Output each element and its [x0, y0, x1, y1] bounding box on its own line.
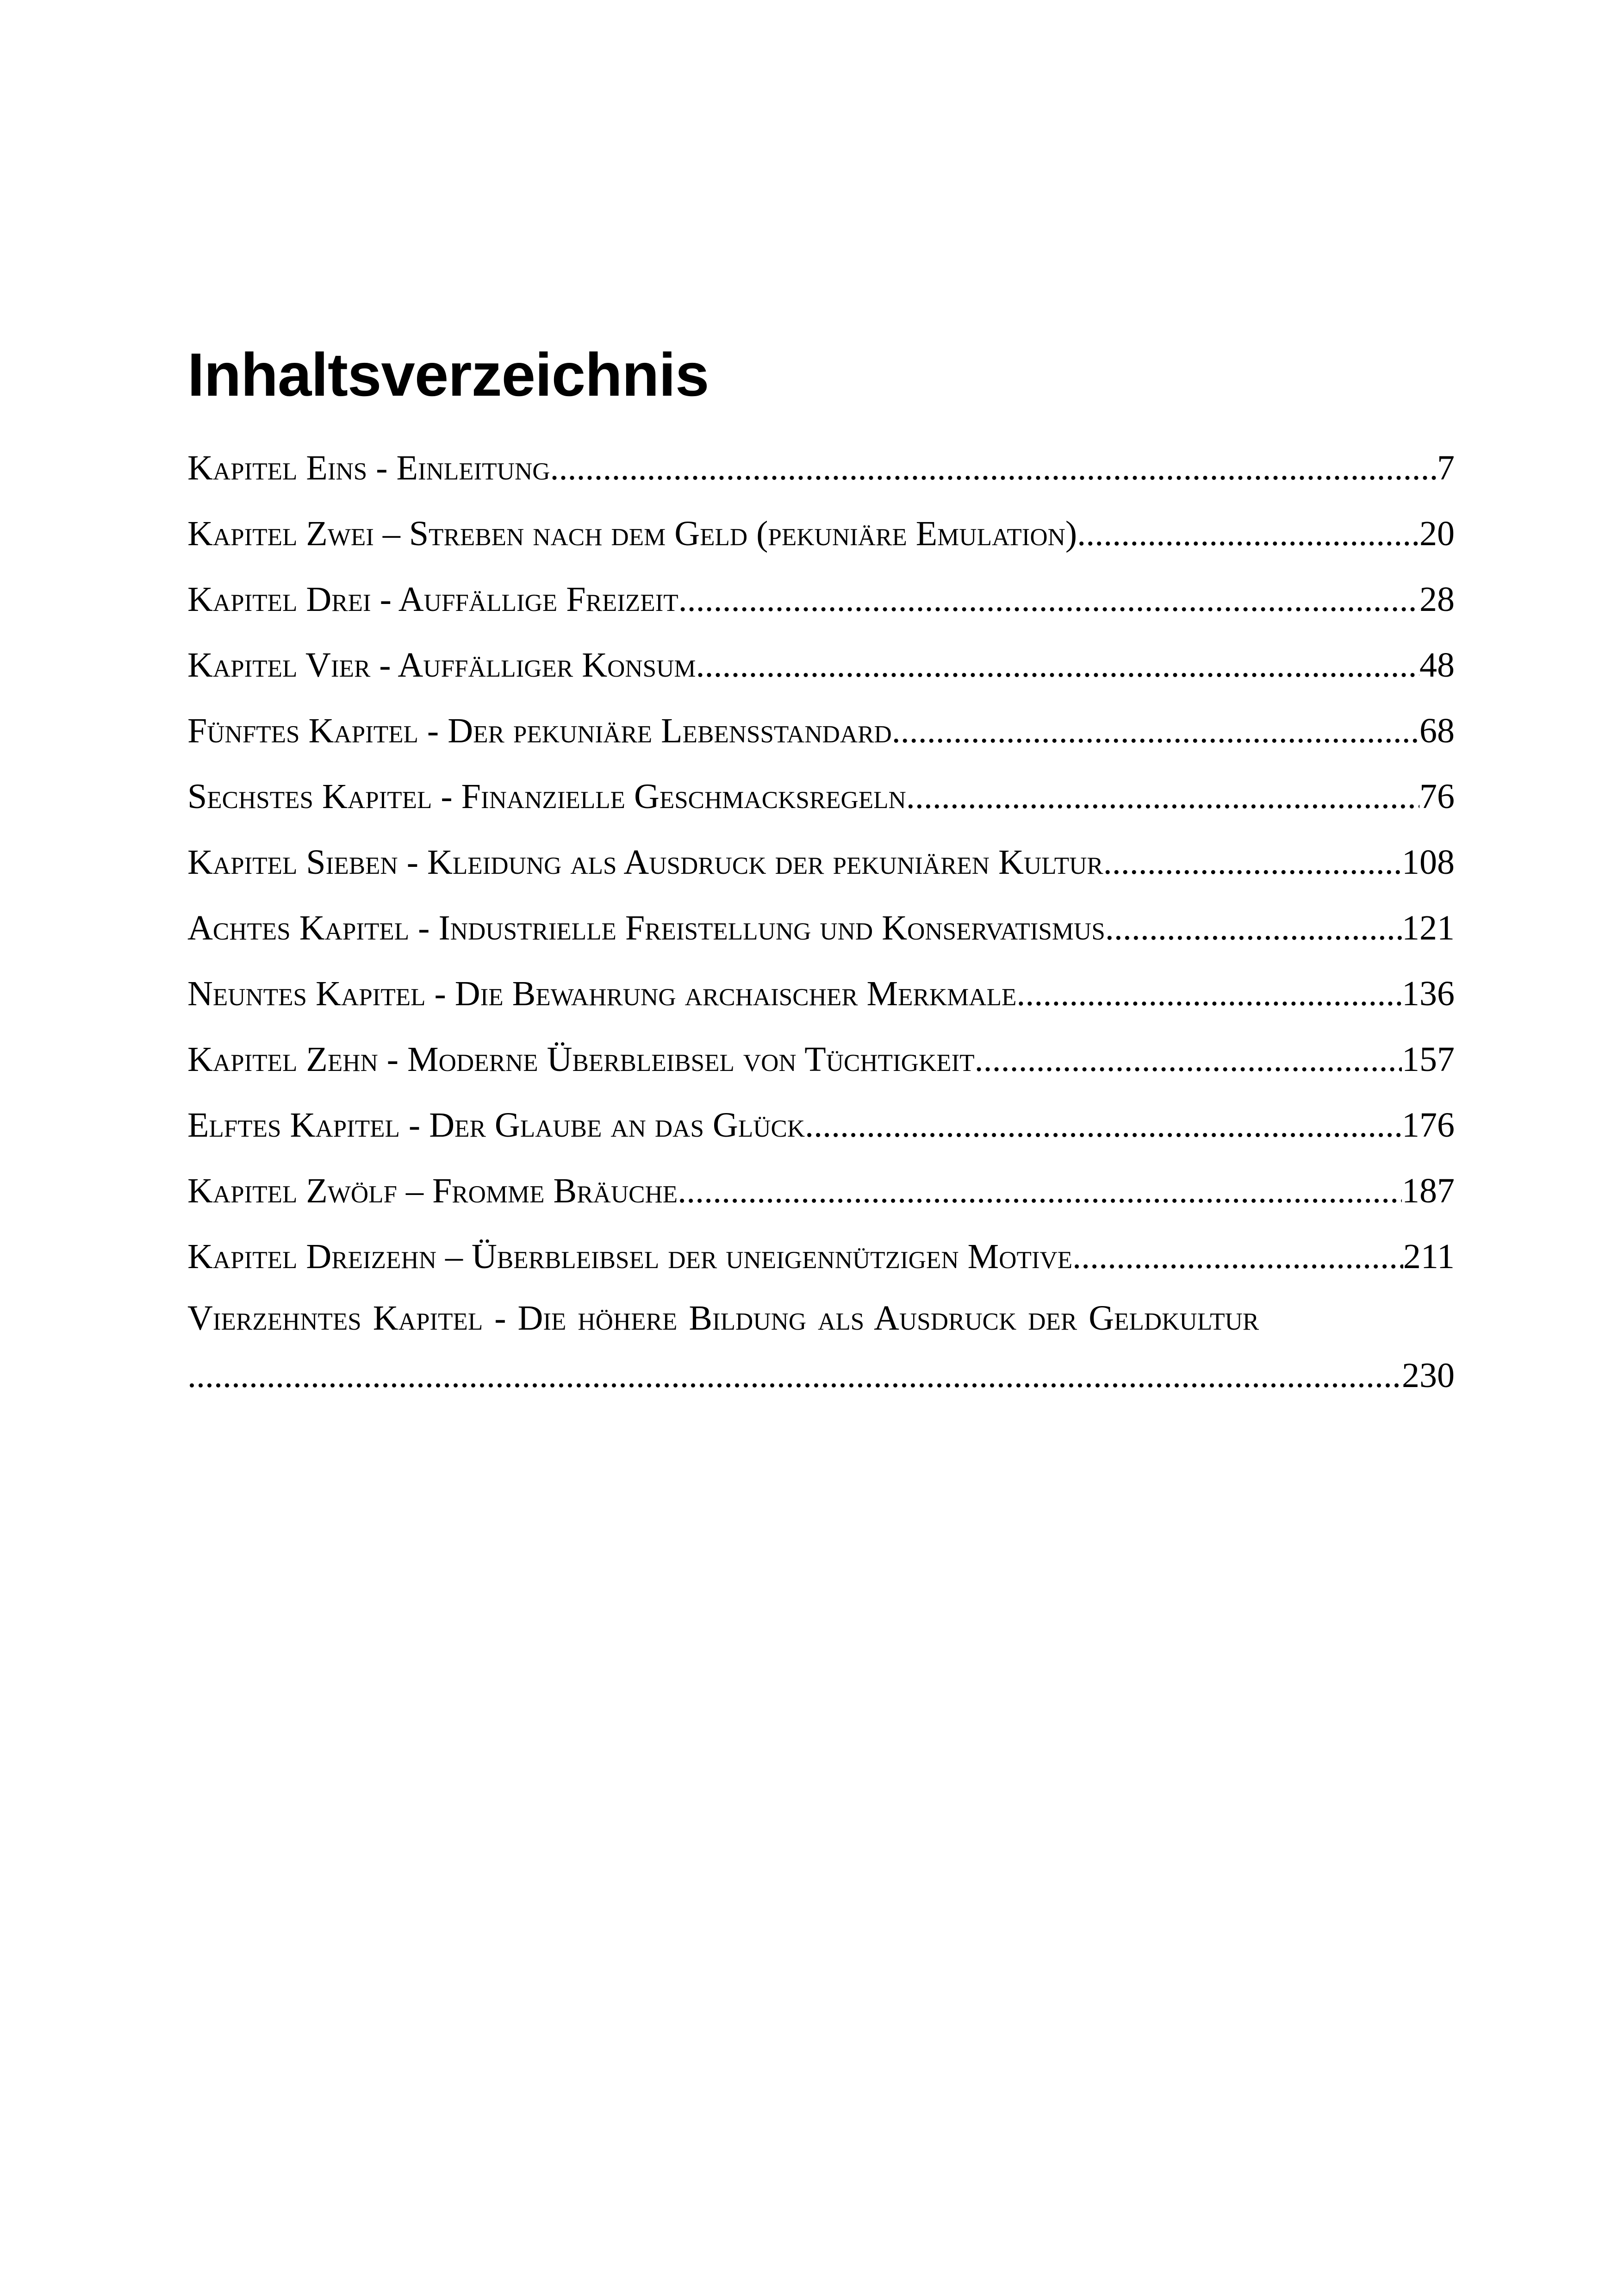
toc-entry[interactable]	[187, 895, 1455, 961]
toc-entry-page: 157	[1402, 1040, 1455, 1079]
toc-entry[interactable]	[187, 1289, 1455, 1404]
toc-dot-leader	[1103, 829, 1402, 895]
toc-entry-title: Sechstes Kapitel - Finanzielle Geschmacksregeln	[187, 777, 906, 816]
toc-entry[interactable]	[187, 764, 1455, 829]
toc-dot-leader	[187, 1347, 1402, 1404]
toc-dot-leader	[1077, 501, 1419, 566]
toc-entry-page: 28	[1419, 580, 1455, 619]
toc-entry-page: 68	[1419, 711, 1455, 750]
toc-dot-leader	[805, 1092, 1402, 1158]
toc-entry-second-line	[187, 1347, 1455, 1404]
toc-entry-page: 121	[1402, 908, 1455, 947]
toc-entry-title: Kapitel Drei - Auffällige Freizeit	[187, 580, 678, 619]
toc-entry-title: Kapitel Zwölf – Fromme Bräuche	[187, 1171, 678, 1210]
toc-list	[187, 435, 1455, 1404]
toc-entry-title: Kapitel Vier - Auffälliger Konsum	[187, 646, 696, 684]
toc-dot-leader	[678, 1158, 1402, 1224]
toc-entry[interactable]	[187, 1092, 1455, 1158]
toc-entry-page: 108	[1402, 843, 1455, 882]
toc-entry-title: Achtes Kapitel - Industrielle Freistellung und Konservatismus	[187, 908, 1105, 947]
toc-entry-title: Vierzehntes Kapitel - Die höhere Bildung als Ausdruck der Geldkultur	[187, 1299, 1259, 1338]
toc-entry-title: Kapitel Dreizehn – Überbleibsel der uneigennützigen Motive	[187, 1237, 1073, 1276]
toc-dot-leader	[1105, 895, 1402, 961]
toc-dot-leader	[1072, 1224, 1403, 1289]
toc-entry-page: 20	[1419, 514, 1455, 553]
toc-entry-title: Fünftes Kapitel - Der pekuniäre Lebensstandard	[187, 711, 892, 750]
toc-entry-page: 211	[1403, 1237, 1455, 1276]
toc-dot-leader	[550, 435, 1438, 501]
toc-entry-page: 187	[1402, 1171, 1455, 1210]
toc-entry-title: Neuntes Kapitel - Die Bewahrung archaischer Merkmale	[187, 974, 1017, 1013]
toc-entry[interactable]	[187, 632, 1455, 698]
toc-entry[interactable]	[187, 566, 1455, 632]
toc-entry-title: Kapitel Zehn - Moderne Überbleibsel von Tüchtigkeit	[187, 1040, 975, 1079]
toc-entry[interactable]	[187, 501, 1455, 566]
toc-dot-leader	[906, 764, 1419, 829]
toc-entry-page: 136	[1402, 974, 1455, 1013]
toc-entry-title: Kapitel Eins - Einleitung	[187, 448, 550, 487]
toc-entry-title: Elftes Kapitel - Der Glaube an das Glück	[187, 1106, 805, 1145]
table-of-contents	[187, 338, 1455, 1412]
toc-heading: Inhaltsverzeichnis	[187, 341, 709, 409]
toc-entry-page: 76	[1419, 777, 1455, 816]
toc-entry-title: Kapitel Sieben - Kleidung als Ausdruck der pekuniären Kultur	[187, 843, 1103, 882]
toc-entry-page: 176	[1402, 1106, 1455, 1145]
toc-entry[interactable]	[187, 1027, 1455, 1092]
toc-dot-leader	[1016, 961, 1402, 1027]
toc-entry-page: 7	[1437, 448, 1455, 487]
toc-dot-leader	[892, 698, 1419, 764]
toc-entry[interactable]	[187, 1224, 1455, 1289]
toc-entry[interactable]	[187, 829, 1455, 895]
toc-dot-leader	[975, 1027, 1402, 1092]
toc-entry[interactable]	[187, 961, 1455, 1027]
toc-entry[interactable]	[187, 1158, 1455, 1224]
toc-entry-title: Kapitel Zwei – Streben nach dem Geld (pekuniäre Emulation)	[187, 514, 1077, 553]
toc-dot-leader	[696, 632, 1419, 698]
toc-entry[interactable]	[187, 435, 1455, 501]
toc-entry-page: 48	[1419, 646, 1455, 684]
toc-entry[interactable]	[187, 698, 1455, 764]
toc-entry-page: 230	[1402, 1356, 1455, 1395]
toc-dot-leader	[678, 566, 1419, 632]
